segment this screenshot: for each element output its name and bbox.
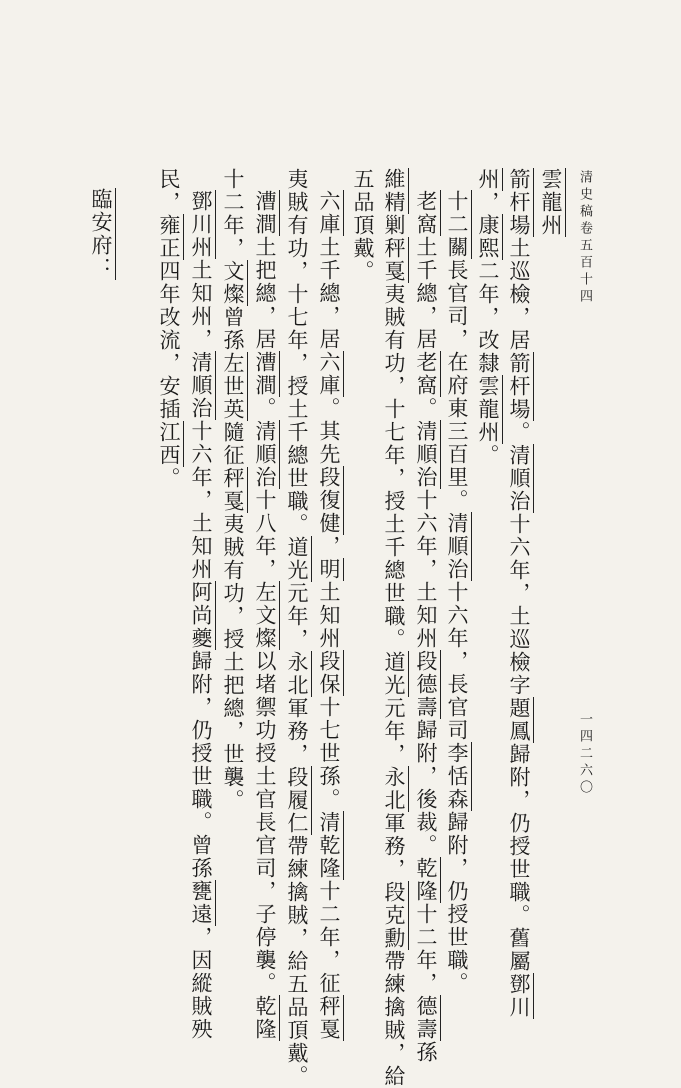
text-segment: 土把總，居 [253, 236, 277, 351]
proper-noun-text: 永北 [382, 766, 409, 812]
text-segment: 軍務， [285, 697, 309, 766]
text-segment: 歸附，仍授世職。 [507, 743, 531, 927]
proper-noun-text: 雲龍州 [539, 168, 566, 237]
text-column [540, 168, 561, 237]
proper-noun-text: 清順治 [414, 420, 441, 489]
text-segment: 舊屬 [507, 927, 531, 973]
proper-noun-text: 清乾隆 [317, 811, 344, 880]
proper-noun-text: 文燦 [221, 260, 248, 306]
text-column [286, 168, 307, 1088]
text-segment: 民， [157, 168, 181, 214]
text-column [158, 168, 179, 490]
proper-noun-text: 德壽 [414, 995, 441, 1041]
text-segment: 十二年， [414, 903, 438, 995]
proper-noun-text: 箭杆場 [507, 352, 534, 421]
text-segment: 。 [157, 467, 181, 490]
text-column [254, 190, 275, 1041]
text-segment: 曾孫 [189, 834, 213, 880]
text-segment: 十七世孫。 [317, 696, 341, 811]
proper-noun-text: 六庫 [317, 351, 344, 397]
text-column [477, 168, 498, 467]
text-segment: 二年，改隸 [476, 260, 500, 375]
text-segment: ， [476, 191, 500, 214]
proper-noun-text: 乾隆 [414, 857, 441, 903]
text-segment: 五品頂戴。 [351, 168, 375, 283]
proper-noun-text: 十二關 [445, 190, 472, 259]
proper-noun-text: 江西 [157, 421, 184, 467]
text-column [222, 168, 243, 812]
proper-noun-text: 永北 [285, 651, 312, 697]
text-segment: 土巡檢，居 [507, 237, 531, 352]
proper-noun-text: 秤戛 [221, 467, 248, 513]
text-segment: 剿 [382, 214, 406, 237]
proper-noun-text: 康熙 [476, 214, 503, 260]
text-segment: 以堵禦功授土官長官司，子停襲。 [253, 650, 277, 995]
proper-noun-text: 秤戛 [382, 237, 409, 283]
proper-noun-text: 段保 [317, 650, 344, 696]
text-column [90, 188, 111, 280]
proper-noun-text: 鄧川 [507, 973, 534, 1019]
proper-noun-text: 老窩 [414, 351, 441, 397]
text-segment: 帶練擒賊，給 [382, 950, 406, 1088]
proper-noun-text: 道光 [285, 536, 312, 582]
proper-noun-text: 題鳳 [507, 697, 534, 743]
proper-noun-text: 六庫 [317, 190, 344, 236]
proper-noun-text: 段履仁 [285, 766, 312, 835]
proper-noun-text: 清順治 [507, 444, 534, 513]
text-segment: 。 [476, 444, 500, 467]
proper-noun-text: 箭杆場 [507, 168, 534, 237]
proper-noun-text: 臨安府： [89, 188, 116, 280]
proper-noun-text: 左文燦 [253, 581, 280, 650]
text-segment: 十六年，土知州 [189, 420, 213, 581]
proper-noun-text: 左世英 [221, 352, 248, 421]
proper-noun-text: 清順治 [189, 351, 216, 420]
text-segment: 帶練擒賊，給五品頂戴。 [285, 835, 309, 1088]
text-column [318, 190, 339, 1041]
text-segment: 。 [507, 421, 531, 444]
text-segment: 十六年，土巡檢字 [507, 513, 531, 697]
proper-noun-text: 段德壽 [414, 650, 441, 719]
text-column [415, 190, 436, 1064]
text-segment: 。 [253, 397, 277, 420]
text-column [383, 168, 404, 1088]
proper-noun-text: 漕澗 [253, 190, 280, 236]
proper-noun-text: 乾隆 [253, 995, 280, 1041]
proper-noun-text: 鄧川州 [189, 190, 216, 259]
text-segment: 長官司，在府東三百里。 [445, 259, 469, 512]
text-segment: 。 [414, 397, 438, 420]
text-segment: 。其先 [317, 397, 341, 466]
proper-noun-text: 雍正 [157, 214, 184, 260]
text-column [352, 168, 373, 283]
text-segment: ， [317, 535, 341, 558]
text-segment: 元年， [382, 697, 406, 766]
text-segment: ，因縱賊殃 [189, 926, 213, 1041]
page-number: 一四二六〇 [577, 712, 592, 797]
text-segment: 歸附，仍授世職。 [445, 811, 469, 995]
text-segment: 土知州 [317, 581, 341, 650]
text-segment: 土千總，居 [414, 236, 438, 351]
text-segment: 土知州， [189, 259, 213, 351]
text-segment: 夷賊有功，十七年，授土千總世職。 [382, 283, 406, 651]
text-segment: 隨征 [221, 421, 245, 467]
text-segment: 夷賊有功，十七年，授土千總世職。 [285, 168, 309, 536]
proper-noun-text: 段克勳 [382, 881, 409, 950]
proper-noun-text: 段復健 [317, 466, 344, 535]
text-segment: 十二年，征 [317, 880, 341, 995]
text-column [446, 190, 467, 995]
text-segment: 軍務， [382, 812, 406, 881]
proper-noun-text: 老窩 [414, 190, 441, 236]
proper-noun-text: 漕澗 [253, 351, 280, 397]
proper-noun-text: 明 [317, 558, 344, 581]
text-segment: 十二年， [221, 168, 245, 260]
proper-noun-text: 阿尚夔 [189, 581, 216, 650]
proper-noun-text: 甕遠 [189, 880, 216, 926]
proper-noun-text: 道光 [382, 651, 409, 697]
text-segment: 歸附，後裁。 [414, 719, 438, 857]
text-segment: 十八年， [253, 489, 277, 581]
text-segment: 曾孫 [221, 306, 245, 352]
text-segment: 元年， [285, 582, 309, 651]
running-header: 清史稿卷五百十四 [577, 170, 592, 306]
text-segment: 土千總，居 [317, 236, 341, 351]
proper-noun-text: 秤戛 [317, 995, 344, 1041]
text-segment: 歸附，仍授世職。 [189, 650, 213, 834]
text-segment: 十六年，長官司 [445, 581, 469, 742]
proper-noun-text: 雲龍州 [476, 375, 503, 444]
proper-noun-text: 州 [476, 168, 503, 191]
text-column [508, 168, 529, 1019]
proper-noun-text: 清順治 [253, 420, 280, 489]
text-segment: 十六年，土知州 [414, 489, 438, 650]
text-segment: 四年改流，安插 [157, 260, 181, 421]
proper-noun-text: 維精 [382, 168, 409, 214]
text-column [190, 190, 211, 1041]
proper-noun-text: 清順治 [445, 512, 472, 581]
proper-noun-text: 李恬森 [445, 742, 472, 811]
text-segment: 孫 [414, 1041, 438, 1064]
text-segment: 夷賊有功，授土把總，世襲。 [221, 513, 245, 812]
